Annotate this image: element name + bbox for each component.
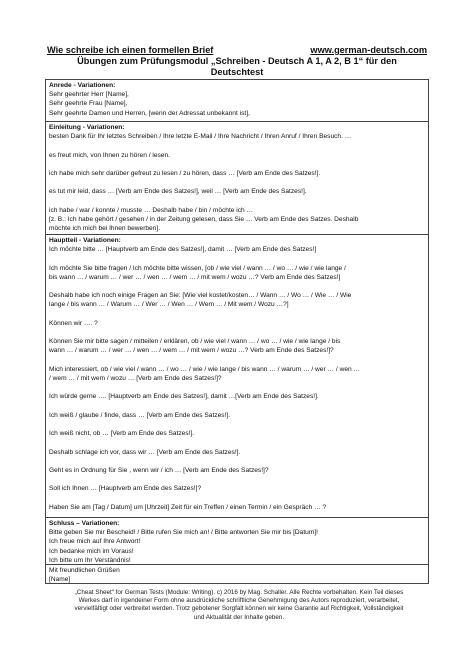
phrase-line: [z. B.: Ich habe gehört / gesehen / in der Zeitung gelesen, dass Sie … Verb am Ende des Satzes. Deshalb: [49, 215, 359, 223]
blank-line: [49, 494, 425, 503]
section-hauptteil: [46, 235, 428, 518]
section-gruss: [46, 565, 428, 585]
blank-line: [49, 438, 425, 447]
blank-line: [49, 282, 425, 291]
blank-line: [49, 160, 425, 169]
phrase-line: Bitte geben Sie mir Bescheid! / Bitte rufen Sie mich an! / Bitte antworten Sie mir bis [Datum]!: [49, 529, 318, 537]
website-link[interactable]: www.german-deutsch.com: [310, 45, 427, 55]
section-schluss: [46, 518, 428, 565]
phrase-line: möchte ich mich bei Ihnen bewerben].: [49, 225, 161, 233]
phrase-line: Haben Sie am [Tag / Datum] um [Uhrzeit] Zeit für ein Treffen / einen Termin / ein Gespräch … ?: [49, 503, 327, 511]
phrase-line: / wem … / mit wem / wozu … [Verb am Ende des Satzes!]?: [49, 374, 222, 382]
section-lines: [49, 528, 425, 565]
phrase-line: Können wir …. ?: [49, 319, 98, 327]
phrase-line: Deshalb habe ich noch einige Fragen an Sie: [Wie viel kostet/kosten… / Wann … / Wo … / Wie … / Wie: [49, 292, 352, 300]
phrase-line: Ich bitte um Ihr Verständnis!: [49, 556, 131, 564]
blank-line: [49, 310, 425, 319]
phrase-line: lange / bis wann … / Warum … / Wer … / Wen … / Wem … / Mit wem / Wozu …?]: [49, 301, 289, 309]
phrase-line: Mit freundlichen Grüßen: [49, 567, 120, 574]
phrase-line: Ich möchte bitte … [Hauptverb am Ende des Satzes!], damit … [Verb am Ende des Satzes!]: [49, 246, 317, 254]
phrase-line: Sehr geehrter Herr [Name],: [49, 91, 129, 99]
phrase-line: es tut mir leid, dass … [Verb am Ende des Satzes!], weil … [Verb am Ende des Satzes!].: [49, 188, 307, 196]
blank-line: [49, 402, 425, 411]
blank-line: [49, 383, 425, 392]
section-heading: Schluss – Variationen:: [49, 520, 120, 527]
blank-line: [49, 197, 425, 206]
phrase-line: Ich freue mich auf Ihre Antwort!: [49, 538, 141, 546]
phrase-line: Ich bedanke mich im Voraus!: [49, 547, 134, 555]
blank-line: [49, 141, 425, 150]
section-heading: Einleitung - Variationen:: [49, 124, 125, 131]
phrase-line: Ich würde gerne …. [Hauptverb am Ende des Satzes!], damit …[Verb am Ende des Satzes!].: [49, 393, 319, 401]
section-lines: [49, 566, 425, 584]
section-lines: [49, 245, 425, 512]
section-lines: [49, 132, 425, 233]
phrase-line: Geht es in Ordnung für Sie , wenn wir / ich … [Verb am Ende des Satzes!]?: [49, 466, 269, 474]
blank-line: [49, 475, 425, 484]
phrase-line: ich habe mich sehr darüber gefreut zu lesen / zu hören, dass … [Verb am Ende des Satzes!].: [49, 169, 321, 177]
phrase-table: [45, 79, 429, 584]
phrase-line: es freut mich, von Ihnen zu hören / lesen.: [49, 151, 170, 159]
copyright-footer: „Cheat Sheet“ for German Tests (Module: Writing). c) 2016 by Mag. Schaller. Alle Rechte vorbehalten. Kein Teil dieses Werkes darf in irgendeiner Form ohne ausdrückliche schriftliche Genehmigung des Autors reproduziert, verarbeitet, vervielfältigt oder verbreitet werden. Trotz gebotener Sorgfalt können wir keine Garantie auf Richtigkeit, Vollständigkeit und Aktualität der Inhalte geben.: [74, 589, 404, 621]
section-einleitung: [46, 122, 428, 235]
blank-line: [49, 178, 425, 187]
blank-line: [49, 328, 425, 337]
blank-line: [49, 457, 425, 466]
section-anrede: [46, 80, 428, 122]
phrase-line: Können Sie mir bitte sagen / mitteilen / erklären, ob / wie viel / wann … / wo … / wie / wie lange / bis: [49, 338, 341, 346]
section-heading: Hauptteil - Variationen:: [49, 237, 121, 244]
phrase-line: Mich interessiert, ob / wie viel / wann … / wo … / wie / wie lange / bis wann … / warum … / wer … / wen …: [49, 365, 361, 373]
phrase-line: [Name]: [49, 576, 71, 584]
blank-line: [49, 420, 425, 429]
section-lines: [49, 90, 425, 118]
blank-line: [49, 254, 425, 263]
section-heading: Anrede - Variationen:: [49, 82, 116, 89]
document-subtitle: Übungen zum Prüfungsmodul „Schreiben - Deutsch A 1, A 2, B 1“ für den Deutschtest: [77, 56, 397, 77]
phrase-line: Ich weiß / glaube / finde, dass … [Verb am Ende des Satzes!].: [49, 411, 231, 419]
phrase-line: bis wann … / warum … / wer … / wen … / wem … / mit wem / wozu …? Verb am Ende des Satzes!]: [49, 273, 341, 281]
phrase-line: besten Dank für Ihr letztes Schreiben / Ihre letzte E-Mail / Ihre Nachricht / Ihren Anruf / Ihren Besuch. …: [49, 133, 352, 141]
phrase-line: Ich möchte Sie bitte fragen / Ich möchte bitte wissen, [ob / wie viel / wann … / wo … / wie / wie lange /: [49, 264, 346, 272]
phrase-line: Sehr geehrte Frau [Name],: [49, 100, 128, 108]
phrase-line: Soll ich Ihnen … [Hauptverb am Ende des Satzes!]?: [49, 485, 202, 493]
phrase-line: Ich weiß nicht, ob … [Verb am Ende des Satzes!].: [49, 430, 195, 438]
document-title: Wie schreibe ich einen formellen Brief: [47, 45, 214, 55]
blank-line: [49, 356, 425, 365]
phrase-line: ich habe / war / konnte / musste … Deshalb habe / bin / möchte ich …: [49, 206, 254, 214]
phrase-line: Deshalb schlage ich vor, dass wir … [Verb am Ende des Satzes!].: [49, 448, 241, 456]
header-row: [47, 45, 427, 55]
phrase-line: Sehr geehrte Damen und Herren, [wenn der Adressat unbekannt ist],: [49, 109, 250, 117]
phrase-line: wann … / warum … / wer … / wen … / wem … / mit wem / wozu …? Verb am Ende des Satzes!]?: [49, 347, 334, 355]
